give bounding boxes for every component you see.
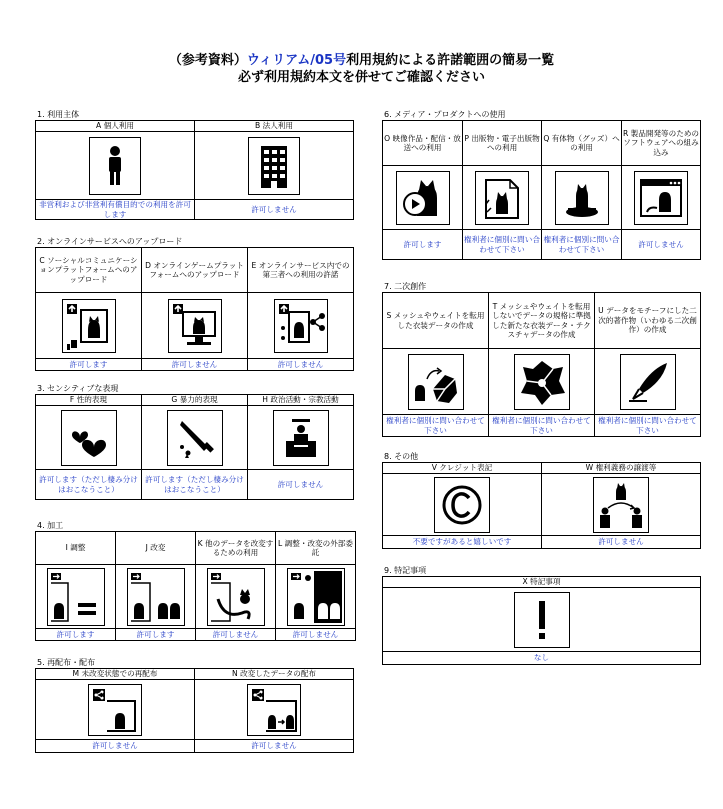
goods-icon: [555, 171, 609, 225]
redistribute-icon: [88, 684, 142, 736]
item-result: 許可します: [383, 230, 463, 260]
item-label: T メッシュやウェイトを転用しないでデータの規格に準拠した新たな衣装データ・テクスチャデータの作成: [489, 293, 595, 349]
item-result: 許可します（ただし棲み分けはおこなうこと）: [36, 470, 142, 500]
item-label: A 個人利用: [36, 121, 195, 132]
permission-table: [382, 120, 701, 260]
item-result: 許可しません: [248, 359, 354, 371]
item-label: L 調整・改変の外部委託: [276, 532, 356, 565]
item-result: 許可します: [36, 359, 142, 371]
item-label: V クレジット表記: [383, 463, 542, 474]
item-label: X 特記事項: [383, 577, 701, 588]
permission-table: [382, 576, 701, 665]
item-label: H 政治活動・宗教活動: [248, 395, 354, 406]
title-line-1: （参考資料）ウィリアム/05号利用規約による許諾範囲の簡易一覧: [168, 53, 555, 68]
item-label: J 改変: [116, 532, 196, 565]
section-heading: 1. 利用主体: [37, 110, 80, 119]
podium-icon: [273, 410, 329, 466]
modify-icon: [127, 568, 185, 626]
section-usage-subject: [35, 109, 354, 220]
item-label: S メッシュやウェイトを転用した衣装データの作成: [383, 293, 489, 349]
item-result: 許可します: [116, 629, 196, 641]
upload-game-icon: [168, 299, 222, 353]
item-label: M 未改変状態での再配布: [36, 669, 195, 680]
video-icon: [396, 171, 450, 225]
hearts-icon: [61, 410, 117, 466]
item-label: R 製品開発等のためのソフトウェアへの組み込み: [622, 121, 701, 166]
section-heading: 6. メディア・プロダクトへの使用: [384, 110, 506, 119]
item-result: 権利者に個別に問い合わせて下さい: [383, 415, 489, 437]
item-label: Q 有体物（グッズ）への利用: [542, 121, 622, 166]
permission-table: [382, 292, 701, 437]
new-costume-icon: [514, 354, 570, 410]
building-icon: [248, 137, 300, 195]
pen-icon: [620, 354, 676, 410]
item-label: I 調整: [36, 532, 116, 565]
upload-social-icon: [62, 299, 116, 353]
section-heading: 4. 加工: [37, 521, 64, 530]
item-label: B 法人利用: [195, 121, 354, 132]
software-icon: [634, 171, 688, 225]
person-icon: [89, 137, 141, 195]
item-label: O 映像作品・配信・放送への利用: [383, 121, 463, 166]
item-result: 許可しません: [142, 359, 248, 371]
section-heading: 5. 再配布・配布: [37, 658, 96, 667]
item-label: D オンラインゲームプラットフォームへのアップロード: [142, 248, 248, 293]
section-processing: [35, 520, 356, 641]
section-other: [382, 451, 701, 549]
section-heading: 9. 特記事項: [384, 566, 427, 575]
item-label: E オンラインサービス内での第三者への利用の許諾: [248, 248, 354, 293]
item-result: 権利者に個別に問い合わせて下さい: [542, 230, 622, 260]
item-result: 許可しません: [542, 536, 701, 549]
section-heading: 3. センシティブな表現: [37, 384, 119, 393]
item-label: W 権利義務の譲渡等: [542, 463, 701, 474]
item-result: 許可しません: [195, 200, 354, 220]
item-result: 許可しません: [195, 740, 354, 753]
item-result: 不要ですがあると嬉しいです: [383, 536, 542, 549]
copyright-icon: [434, 477, 490, 533]
item-result: 非営利および非営利有償目的での利用を許可します: [36, 200, 195, 220]
permission-table: [35, 120, 354, 220]
item-result: 許可しません: [196, 629, 276, 641]
item-result: 許可しません: [36, 740, 195, 753]
section-online-upload: [35, 236, 354, 371]
section-heading: 2. オンラインサービスへのアップロード: [37, 237, 183, 246]
section-media-product: [382, 109, 701, 260]
item-label: P 出版物・電子出版物への利用: [463, 121, 542, 166]
outsource-icon: [287, 568, 345, 626]
publication-icon: [475, 171, 529, 225]
share-third-party-icon: [274, 299, 328, 353]
costume-mesh-icon: [408, 354, 464, 410]
section-sensitive: [35, 383, 354, 500]
item-result: 権利者に個別に問い合わせて下さい: [463, 230, 542, 260]
distribute-modified-icon: [247, 684, 301, 736]
item-label: K 他のデータを改変するための利用: [196, 532, 276, 565]
use-for-modify-icon: [207, 568, 265, 626]
item-label: C ソーシャルコミュニケーションプラットフォームへのアップロード: [36, 248, 142, 293]
item-result: 権利者に個別に問い合わせて下さい: [595, 415, 701, 437]
item-label: F 性的表現: [36, 395, 142, 406]
permission-table: [382, 462, 701, 549]
item-label: G 暴力的表現: [142, 395, 248, 406]
item-result: 許可しません: [276, 629, 356, 641]
knife-icon: [167, 410, 223, 466]
item-result: 許可します（ただし棲み分けはおこなうこと）: [142, 470, 248, 500]
page-title: [0, 52, 723, 86]
permission-table: [35, 531, 356, 641]
transfer-icon: [593, 477, 649, 533]
section-redistribution: [35, 657, 354, 753]
title-line-2: 必ず利用規約本文を併せてご確認ください: [237, 70, 485, 85]
item-result: 許可しません: [248, 470, 354, 500]
permission-table: [35, 394, 354, 500]
section-derivative: [382, 281, 701, 437]
section-heading: 7. 二次創作: [384, 282, 427, 291]
adjust-icon: [47, 568, 105, 626]
permission-table: [35, 668, 354, 753]
item-result: 許可しません: [622, 230, 701, 260]
exclamation-icon: [514, 592, 570, 648]
item-label: N 改変したデータの配布: [195, 669, 354, 680]
section-special-notes: [382, 565, 701, 665]
section-heading: 8. その他: [384, 452, 419, 461]
item-result: 許可します: [36, 629, 116, 641]
item-label: U データをモチーフにした二次的著作物（いわゆる二次創作）の作成: [595, 293, 701, 349]
item-result: 権利者に個別に問い合わせて下さい: [489, 415, 595, 437]
item-result: なし: [383, 652, 701, 665]
permission-table: [35, 247, 354, 371]
